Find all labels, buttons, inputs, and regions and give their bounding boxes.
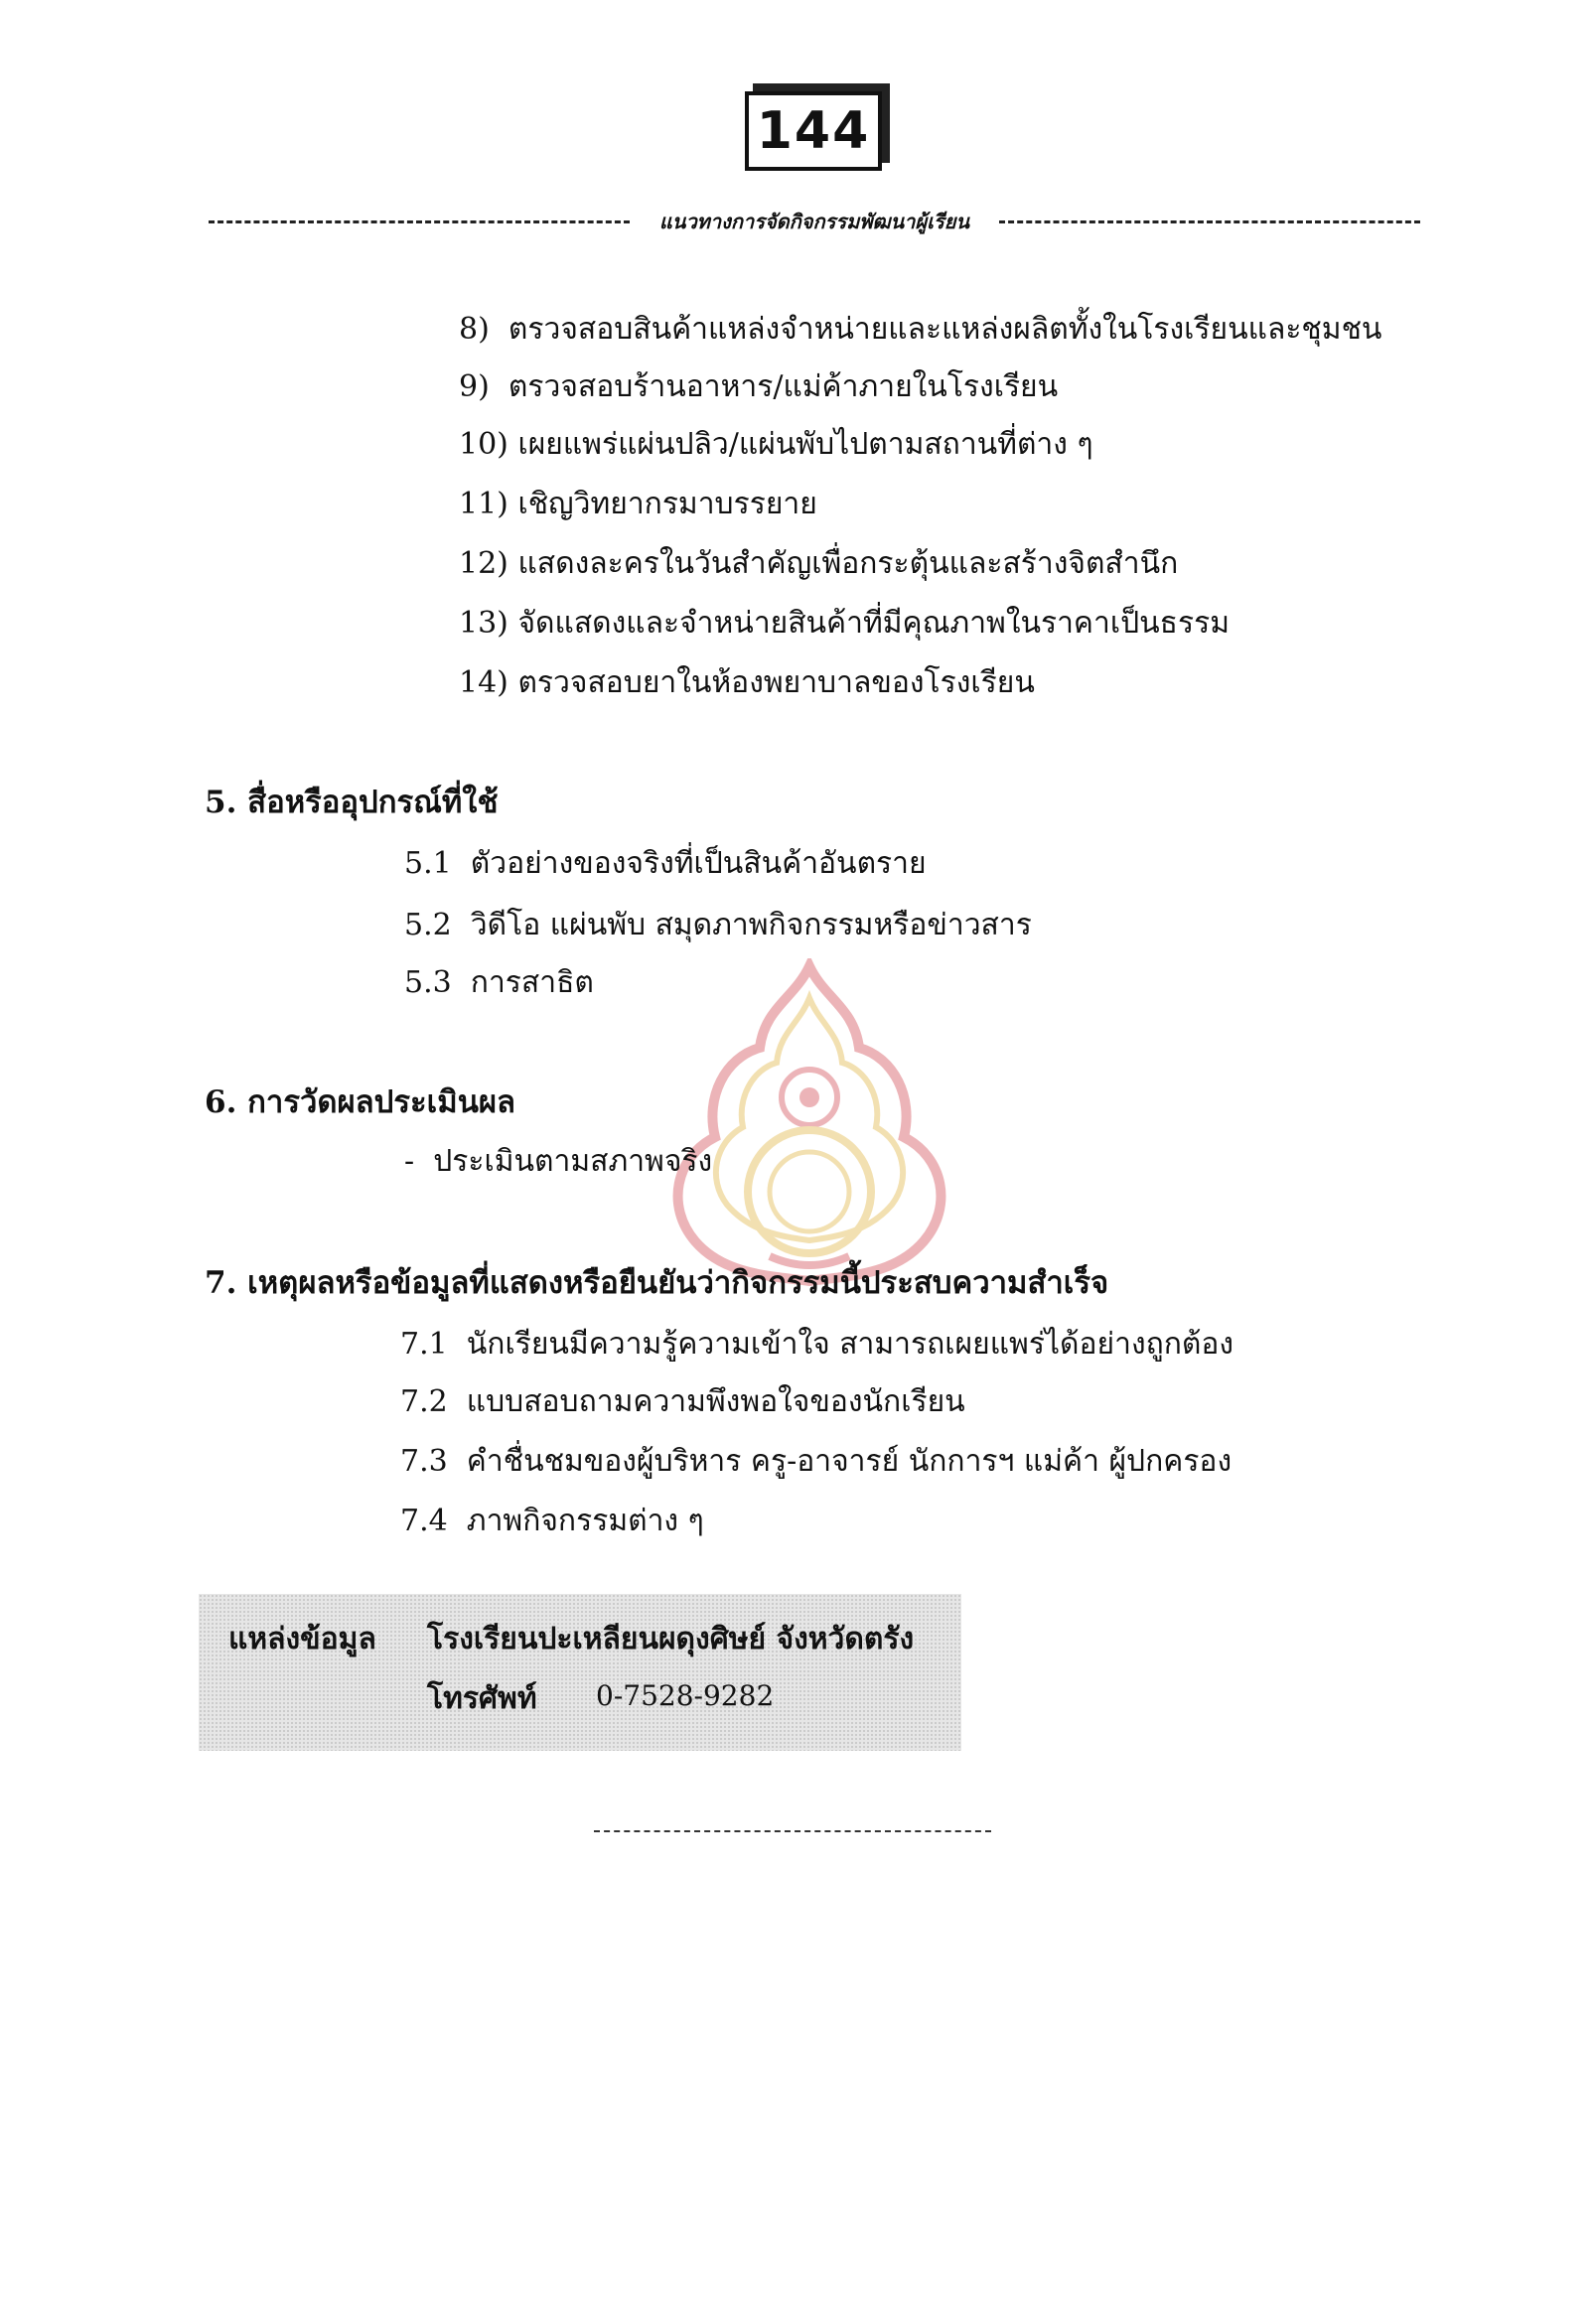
list-item	[404, 1142, 712, 1182]
list-item	[404, 844, 927, 884]
item-text: วิดีโอ แผ่นพับ สมุดภาพกิจกรรมหรือข่าวสาร	[470, 908, 1032, 942]
list-item	[400, 1325, 1233, 1365]
item-text: เผยแพร่แผ่นปลิว/แผ่นพับไปตามสถานที่ต่าง ๆ	[517, 427, 1093, 462]
item-text: แบบสอบถามความพึงพอใจของนักเรียน	[466, 1384, 965, 1419]
source-label: แหล่งข้อมูล	[228, 1622, 376, 1656]
item-number: 14)	[459, 665, 508, 700]
item-text: คำชื่นชมของผู้บริหาร ครู-อาจารย์ นักการฯ แม่ค้า ผู้ปกครอง	[466, 1444, 1233, 1479]
list-item	[459, 367, 1058, 407]
item-number: 5.2	[404, 908, 452, 942]
item-number: 7.3	[400, 1444, 448, 1479]
header-rule-left	[209, 220, 630, 223]
list-item	[459, 310, 1381, 350]
item-number: 11)	[459, 487, 508, 521]
section-heading: 6. การวัดผลประเมินผล	[205, 1084, 516, 1120]
list-item	[459, 663, 1035, 703]
item-text: ประเมินตามสภาพจริง	[433, 1144, 713, 1179]
item-number: 8)	[459, 312, 490, 347]
item-text: เชิญวิทยากรมาบรรยาย	[517, 487, 817, 521]
item-number: 9)	[459, 369, 490, 404]
section-heading: 5. สื่อหรืออุปกรณ์ที่ใช้	[205, 785, 499, 820]
item-number: 13)	[459, 606, 508, 641]
header-title: แนวทางการจัดกิจกรรมพัฒนาผู้เรียน	[658, 210, 970, 233]
item-text: การสาธิต	[470, 965, 594, 1000]
item-text: ตัวอย่างของจริงที่เป็นสินค้าอันตราย	[470, 846, 927, 881]
list-item	[404, 906, 1032, 945]
item-text: ตรวจสอบยาในห้องพยาบาลของโรงเรียน	[517, 665, 1035, 700]
list-item	[400, 1502, 704, 1541]
source-school: โรงเรียนปะเหลียนผดุงศิษย์ จังหวัดตรัง	[427, 1622, 915, 1656]
item-number: 7.2	[400, 1384, 448, 1419]
list-item	[400, 1382, 965, 1422]
list-item	[459, 604, 1230, 644]
item-number: -	[404, 1144, 415, 1179]
item-number: 12)	[459, 546, 508, 581]
item-text: ภาพกิจกรรมต่าง ๆ	[466, 1504, 704, 1538]
item-text: นักเรียนมีความรู้ความเข้าใจ สามารถเผยแพร่ได้อย่างถูกต้อง	[466, 1327, 1234, 1362]
item-text: แสดงละครในวันสำคัญเพื่อกระตุ้นและสร้างจิตสำนึก	[517, 546, 1179, 581]
item-text: ตรวจสอบสินค้าแหล่งจำหน่ายและแหล่งผลิตทั้งในโรงเรียนและชุมชน	[508, 312, 1382, 347]
source-phone: 0-7528-9282	[596, 1679, 775, 1712]
watermark-emblem-icon	[655, 958, 963, 1286]
item-number: 10)	[459, 427, 508, 462]
section-heading: 7. เหตุผลหรือข้อมูลที่แสดงหรือยืนยันว่ากิจกรรมนี้ประสบความสำเร็จ	[205, 1265, 1109, 1301]
header-rule-right	[999, 220, 1420, 223]
source-phone-label: โทรศัพท์	[427, 1681, 537, 1716]
page-number: 144	[745, 91, 882, 171]
source-box	[199, 1594, 961, 1751]
list-item	[459, 425, 1093, 465]
item-number: 7.4	[400, 1504, 448, 1538]
item-text: ตรวจสอบร้านอาหาร/แม่ค้าภายในโรงเรียน	[508, 369, 1059, 404]
list-item	[404, 963, 594, 1003]
item-number: 7.1	[400, 1327, 448, 1362]
running-header	[209, 207, 1420, 236]
list-item	[459, 485, 817, 524]
list-item	[400, 1442, 1232, 1482]
end-divider	[594, 1830, 991, 1832]
list-item	[459, 544, 1178, 584]
item-number: 5.3	[404, 965, 452, 1000]
item-number: 5.1	[404, 846, 452, 881]
item-text: จัดแสดงและจำหน่ายสินค้าที่มีคุณภาพในราคาเป็นธรรม	[517, 606, 1230, 641]
